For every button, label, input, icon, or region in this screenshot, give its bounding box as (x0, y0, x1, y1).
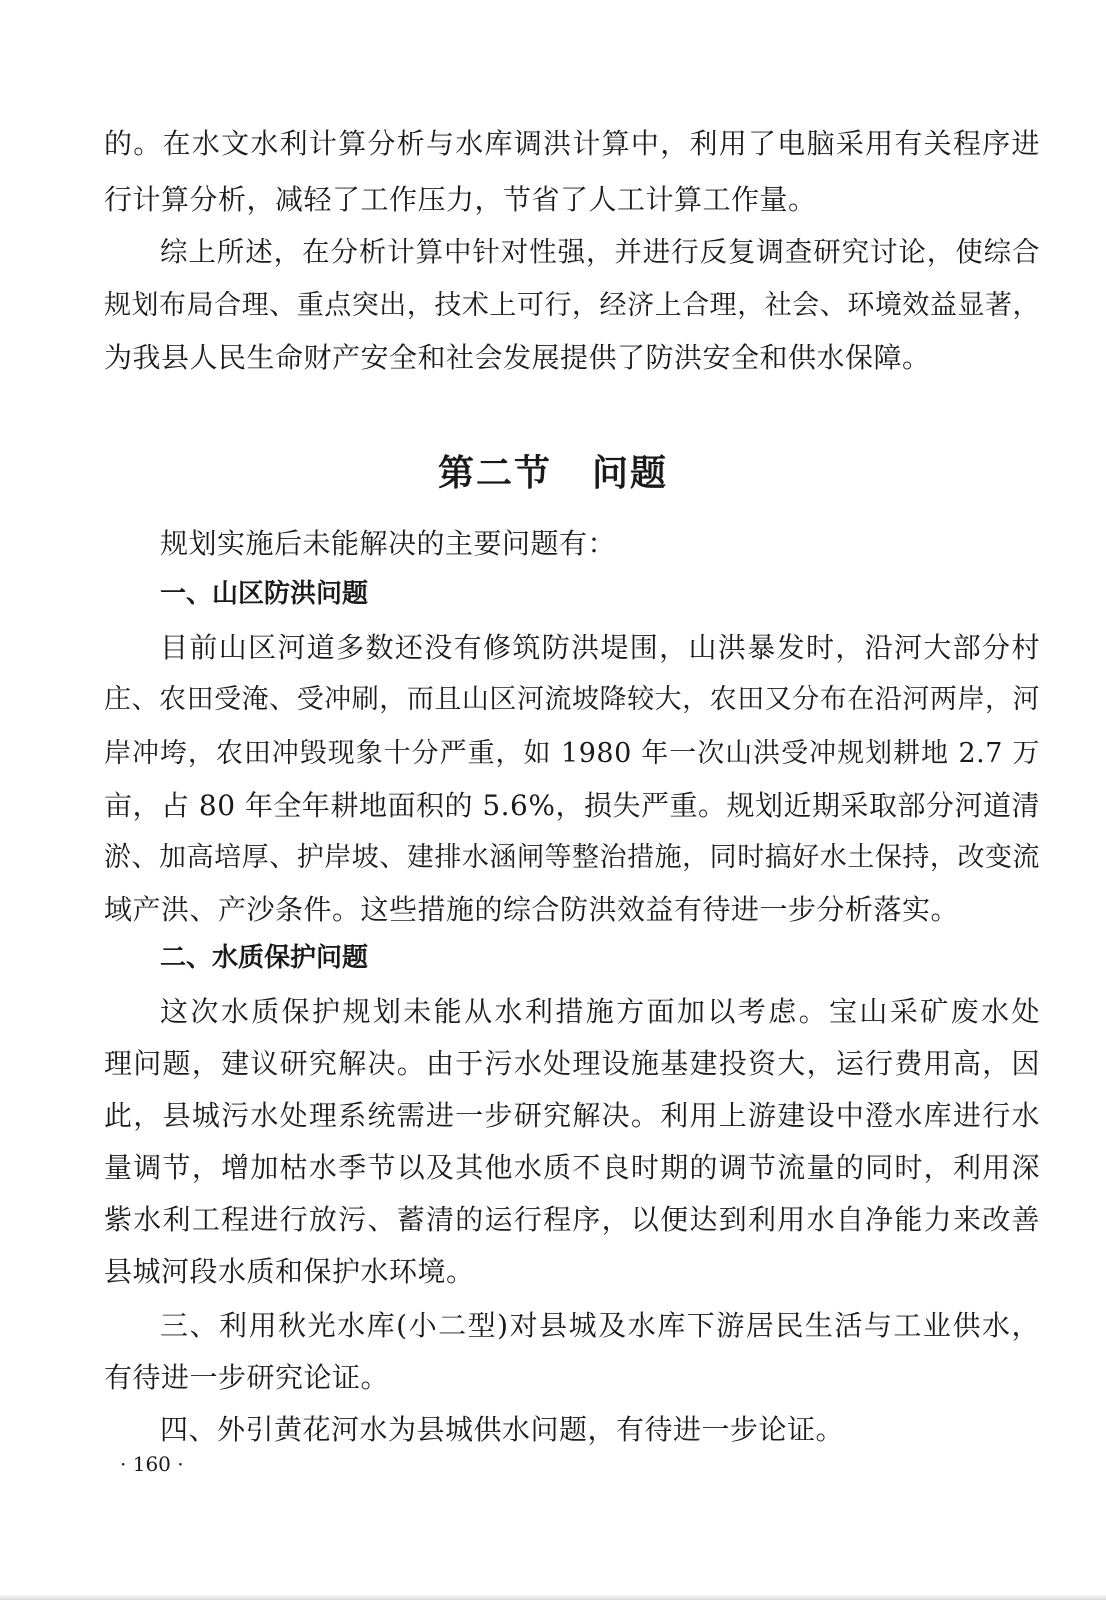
issue-2-line-5: 紫水利工程进行放污、蓄清的运行程序，以便达到利用水自净能力来改善 (104, 1203, 1040, 1236)
section-number: 第二节 (437, 453, 552, 494)
issue-2-line-1: 这次水质保护规划未能从水利措施方面加以考虑。宝山采矿废水处 (160, 995, 1040, 1028)
issue-1-line-4: 亩，占 80 年全年耕地面积的 5.6%，损失严重。规划近期采取部分河道清 (104, 789, 1040, 822)
paragraph-2-line-1: 综上所述，在分析计算中针对性强，并进行反复调查研究讨论，使综合 (160, 236, 1040, 268)
issue-1-line-3: 岸冲垮，农田冲毁现象十分严重，如 1980 年一次山洪受冲规划耕地 2.7 万 (104, 738, 1040, 769)
paragraph-1-line-1: 的。在水文水利计算分析与水库调洪计算中，利用了电脑采用有关程序进 (104, 127, 1040, 160)
paragraph-2-line-3: 为我县人民生命财产安全和社会发展提供了防洪安全和供水保障。 (104, 341, 931, 374)
scan-edge-shadow (0, 1594, 1106, 1600)
issue-2-heading: 二、水质保护问题 (160, 943, 369, 973)
issue-1-heading: 一、山区防洪问题 (160, 579, 369, 609)
paragraph-2-line-2: 规划布局合理、重点突出，技术上可行，经济上合理，社会、环境效益显著， (104, 290, 1040, 321)
issue-3-line-2: 有待进一步研究论证。 (104, 1361, 390, 1394)
section-heading: 问题 (592, 453, 669, 494)
issue-2-line-3: 此，县城污水处理系统需进一步研究解决。利用上游建设中澄水库进行水 (104, 1099, 1040, 1132)
issue-1-line-2: 庄、农田受淹、受冲刷，而且山区河流坡降较大，农田又分布在沿河两岸，河 (104, 684, 1040, 715)
paragraph-1-line-2: 行计算分析，减轻了工作压力，节省了人工计算工作量。 (104, 183, 817, 216)
intro-line: 规划实施后未能解决的主要问题有： (160, 527, 617, 560)
issue-2-line-6: 县城河段水质和保护水环境。 (104, 1255, 475, 1288)
issue-3-line-1: 三、利用秋光水库(小二型)对县城及水库下游居民生活与工业供水， (160, 1309, 1040, 1342)
section-title (0, 450, 1106, 498)
issue-1-line-1: 目前山区河道多数还没有修筑防洪堤围，山洪暴发时，沿河大部分村 (160, 631, 1040, 664)
issue-1-line-6: 域产洪、产沙条件。这些措施的综合防洪效益有待进一步分析落实。 (104, 893, 960, 926)
page-number: · 160 · (120, 1452, 184, 1476)
issue-1-line-5: 淤、加高培厚、护岸坡、建排水涵闸等整治措施，同时搞好水土保持，改变流 (104, 842, 1040, 873)
issue-4-line-1: 四、外引黄花河水为县城供水问题，有待进一步论证。 (160, 1413, 845, 1446)
issue-2-line-4: 量调节，增加枯水季节以及其他水质不良时期的调节流量的同时，利用深 (104, 1151, 1040, 1184)
issue-2-line-2: 理问题，建议研究解决。由于污水处理设施基建投资大，运行费用高，因 (104, 1047, 1040, 1080)
